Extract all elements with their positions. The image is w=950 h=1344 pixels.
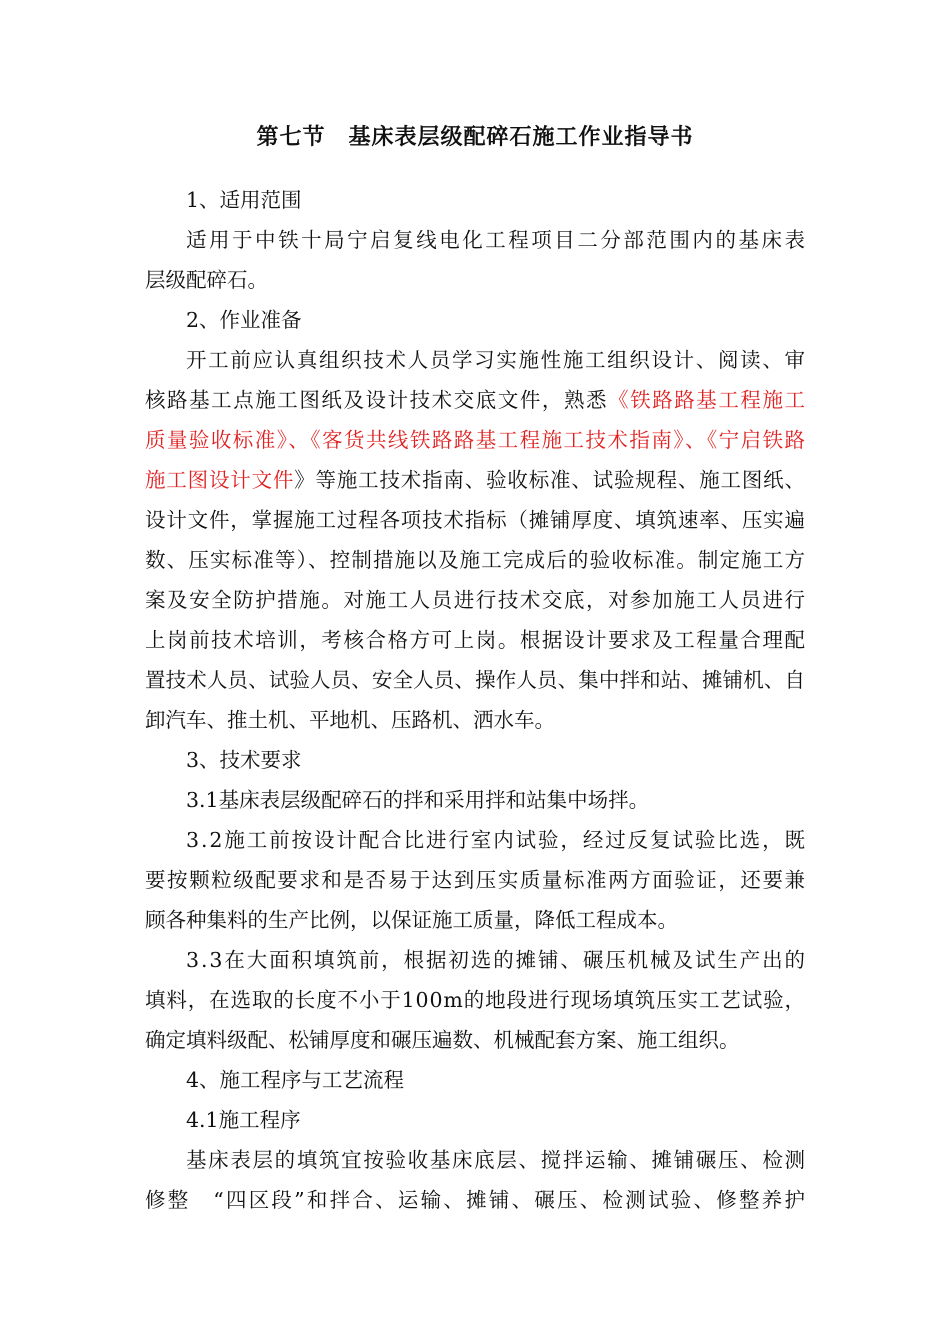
text-line — [186, 350, 807, 371]
highlighted-reference: 《铁路路基工程施工 — [608, 388, 807, 412]
text-line — [186, 830, 807, 851]
text-line — [186, 790, 649, 811]
text-line — [145, 470, 806, 491]
text-line — [186, 1150, 807, 1171]
highlighted-reference: 施工图设计文件 — [145, 468, 295, 492]
text-run: 要按颗粒级配要求和是否易于达到压实质量标准两方面验证，还要兼 — [145, 868, 807, 892]
text-run: 4.1施工程序 — [186, 1108, 301, 1132]
text-line — [145, 710, 555, 731]
text-run: 开工前应认真组织技术人员学习实施性施工组织设计、阅读、审 — [186, 348, 807, 372]
text-run: 1、适用范围 — [186, 188, 302, 212]
text-run: 上岗前技术培训，考核合格方可上岗。根据设计要求及工程量合理配 — [145, 628, 807, 652]
text-line — [145, 670, 805, 691]
text-run: 2、作业准备 — [186, 308, 302, 332]
text-run: 数、压实标准等）、控制措施以及施工完成后的验收标准。制定施工方 — [145, 548, 807, 572]
text-line — [145, 390, 807, 411]
text-run: 》等施工技术指南、验收标准、试验规程、施工图纸、 — [294, 468, 806, 492]
text-line — [186, 190, 302, 211]
text-line — [186, 1110, 301, 1131]
text-run: 卸汽车、推土机、平地机、压路机、洒水车。 — [145, 708, 555, 732]
text-line — [145, 1030, 740, 1051]
text-line — [145, 270, 268, 291]
text-line — [145, 590, 807, 611]
text-run: 确定填料级配、松铺厚度和碾压遍数、机械配套方案、施工组织。 — [145, 1028, 740, 1052]
text-line — [145, 630, 807, 651]
highlighted-reference: 质量验收标准》、《客货共线铁路路基工程施工技术指南》、《宁启铁路 — [145, 428, 807, 452]
text-run: 核路基工点施工图纸及设计技术交底文件，熟悉 — [145, 388, 609, 412]
text-line — [145, 510, 806, 531]
text-line — [145, 870, 807, 891]
text-run: 3.3在大面积填筑前，根据初选的摊铺、碾压机械及试生产出的 — [186, 948, 807, 972]
text-line — [186, 310, 302, 331]
text-run: 层级配碎石。 — [145, 268, 268, 292]
text-run: 3.1基床表层级配碎石的拌和采用拌和站集中场拌。 — [186, 788, 650, 812]
text-line — [186, 750, 302, 771]
text-run: 案及安全防护措施。对施工人员进行技术交底，对参加施工人员进行 — [145, 588, 807, 612]
text-line — [145, 910, 678, 931]
text-run: 修整 “四区段”和拌合、运输、摊铺、碾压、检测试验、修整养护 — [145, 1188, 808, 1212]
text-line — [145, 1190, 807, 1211]
text-run: 设计文件，掌握施工过程各项技术指标（摊铺厚度、填筑速率、压实遍 — [145, 508, 806, 532]
text-run: 4、施工程序与工艺流程 — [186, 1068, 405, 1092]
text-run: 3.2施工前按设计配合比进行室内试验，经过反复试验比选，既 — [186, 828, 807, 852]
text-line — [145, 990, 806, 1011]
text-run: 填料，在选取的长度不小于100m的地段进行现场填筑压实工艺试验， — [145, 988, 806, 1012]
text-line — [145, 550, 806, 571]
text-run: 适用于中铁十局宁启复线电化工程项目二分部范围内的基床表 — [186, 228, 808, 252]
text-run: 置技术人员、试验人员、安全人员、操作人员、集中拌和站、摊铺机、自 — [145, 668, 806, 692]
text-line — [186, 950, 807, 971]
text-line — [145, 430, 806, 451]
section-title: 第七节 基床表层级配碎石施工作业指导书 — [256, 124, 694, 150]
text-line — [186, 230, 808, 251]
text-run: 3、技术要求 — [186, 748, 302, 772]
text-run: 基床表层的填筑宜按验收基床底层、搅拌运输、摊铺碾压、检测 — [186, 1148, 807, 1172]
text-line — [186, 1070, 404, 1091]
text-run: 顾各种集料的生产比例，以保证施工质量，降低工程成本。 — [145, 908, 678, 932]
